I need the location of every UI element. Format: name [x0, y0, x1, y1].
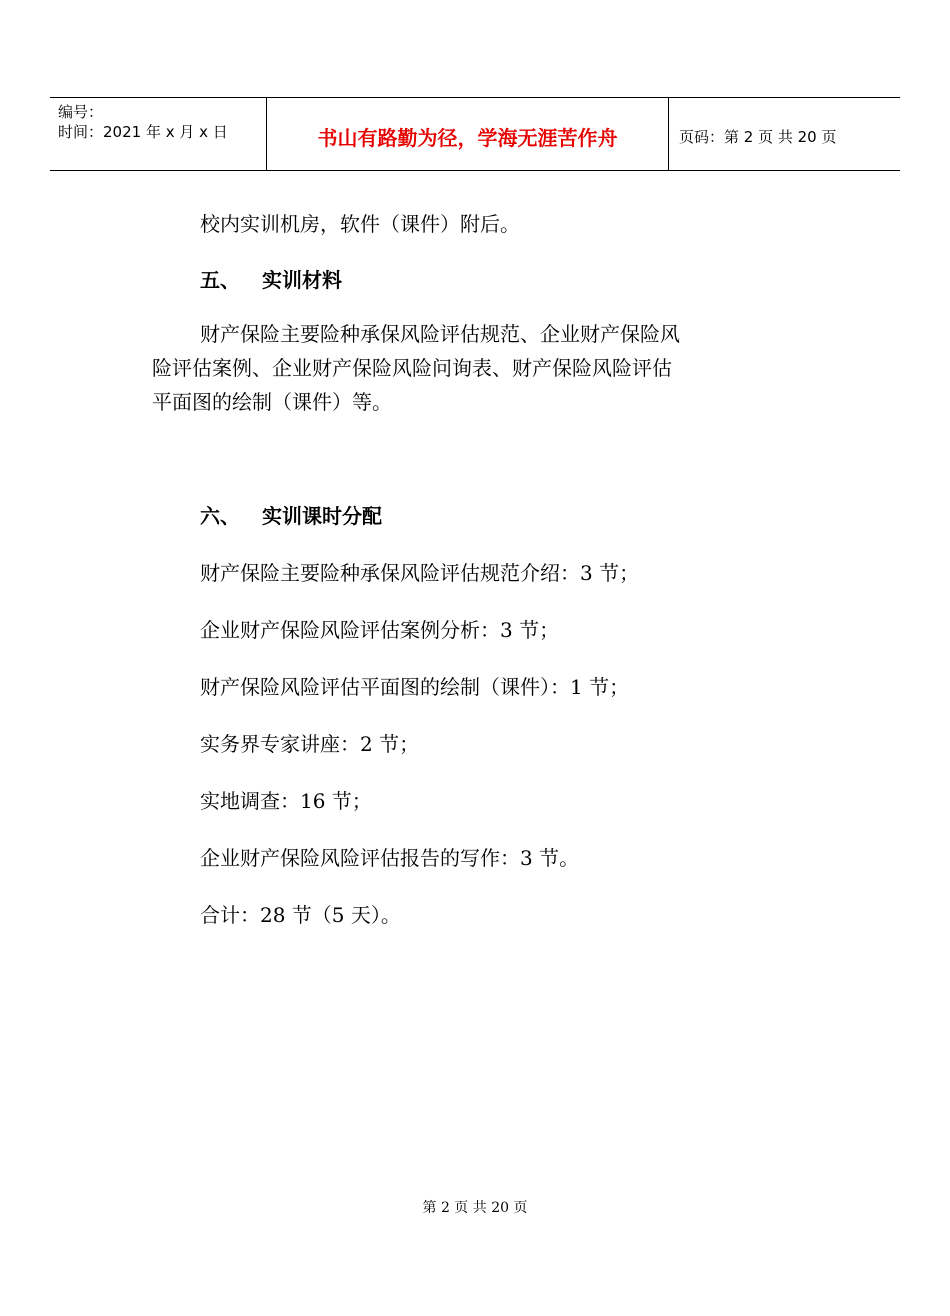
header-page-number: 页码：第 2 页 共 20 页	[679, 127, 837, 146]
header-motto: 书山有路勤为径，学海无涯苦作舟	[267, 98, 669, 170]
section-5-paragraph	[152, 317, 792, 419]
list-item: 企业财产保险风险评估报告的写作：3 节。	[200, 846, 580, 870]
document-number-label: 编号：	[58, 103, 104, 121]
paragraph-line: 财产保险主要险种承保风险评估规范、企业财产保险风	[200, 322, 680, 346]
list-item: 实务界专家讲座：2 节；	[200, 732, 420, 756]
section-5-heading	[200, 266, 342, 294]
section-5-title: 实训材料	[262, 268, 342, 292]
section-5-number: 五、	[200, 268, 240, 292]
list-item: 企业财产保险风险评估案例分析：3 节；	[200, 618, 560, 642]
document-time-label: 时间：2021 年 x 月 x 日	[58, 123, 228, 141]
header-meta-cell	[50, 98, 267, 170]
section-6-title: 实训课时分配	[262, 504, 382, 528]
section-6-number: 六、	[200, 504, 240, 528]
section-6-heading	[200, 502, 382, 530]
list-item: 财产保险主要险种承保风险评估规范介绍：3 节；	[200, 561, 640, 585]
list-item: 财产保险风险评估平面图的绘制（课件）：1 节；	[200, 675, 630, 699]
paragraph-line: 平面图的绘制（课件）等。	[152, 390, 392, 414]
list-item: 实地调查：16 节；	[200, 789, 372, 813]
list-item-total: 合计：28 节（5 天）。	[200, 903, 401, 927]
document-header	[50, 97, 900, 171]
paragraph-line: 险评估案例、企业财产保险风险问询表、财产保险风险评估	[152, 356, 672, 380]
page-footer: 第 2 页 共 20 页	[422, 1200, 528, 1216]
intro-line: 校内实训机房，软件（课件）附后。	[200, 212, 520, 236]
